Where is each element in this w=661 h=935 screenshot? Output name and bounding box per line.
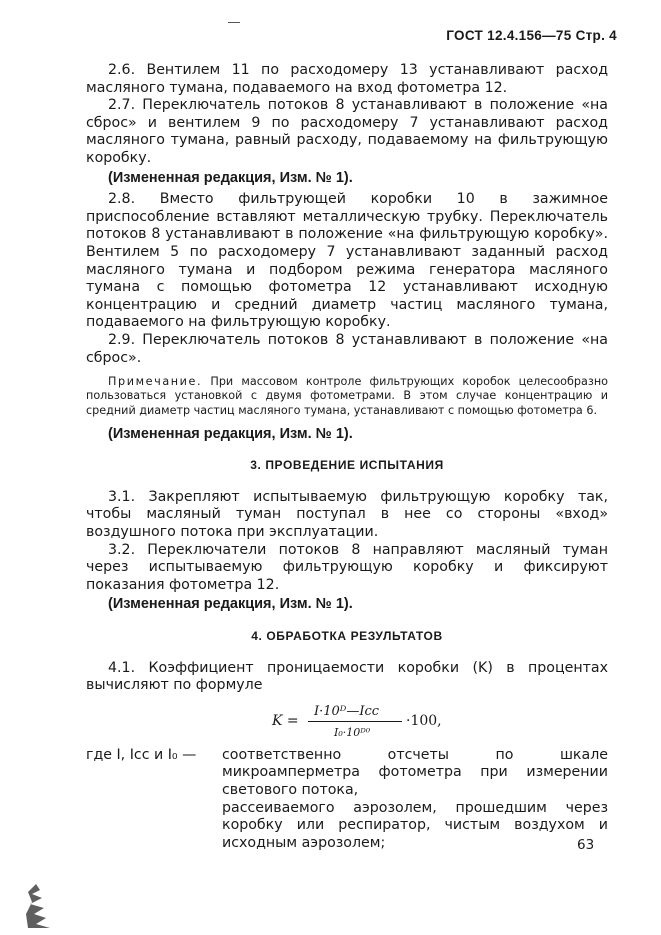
scan-artifact bbox=[26, 884, 56, 928]
paragraph-3-2: 3.2. Переключатели потоков 8 направляют масляный туман через испытываемую фильтрующую коробку и фиксируют показания фотометра 12. bbox=[86, 541, 608, 593]
formula-denominator: I₀·10ᴰ⁰ bbox=[334, 725, 371, 739]
paragraph-2-7: 2.7. Переключатель потоков 8 устанавливают в положение «на сброс» и вентилем 9 по расходомеру 7 устанавливают расход масляного тумана, равный расходу, подаваемому на фильтрующую коробку. bbox=[86, 97, 608, 166]
note-label: Примечание. bbox=[108, 375, 203, 389]
page-header: ГОСТ 12.4.156—75 Стр. 4 bbox=[446, 28, 617, 43]
paragraph-2-6: 2.6. Вентилем 11 по расходомеру 13 устанавливают расход масляного тумана, подаваемого на вход фотометра 12. bbox=[86, 62, 608, 96]
formula-lhs: K = bbox=[272, 712, 299, 729]
where-description bbox=[222, 747, 608, 853]
note-text: При массовом контроле фильтрующих коробок целесообразно пользоваться установкой с двумя фотометрами. В этом случае концентрацию и средний диаметр частиц масляного тумана, устанавливают с помощью фотометра 6. bbox=[86, 375, 608, 417]
formula-numerator: I·10ᴰ—Icc bbox=[314, 703, 380, 719]
paragraph-2-8: 2.8. Вместо фильтрующей коробки 10 в зажимное приспособление вставляют металлическую трубку. Переключатель потоков 8 устанавливают в положение «на фильтрующую коробку». Вентилем 5 по расходомеру 7 устанавливают заданный расход масляного тумана и подбором режима генератора масляного тумана с помощью фотометра 12 устанавливают исходную концентрацию и средний диаметр частиц масляного тумана, подаваемого на фильтрующую коробку. bbox=[86, 191, 608, 331]
fraction-bar bbox=[308, 721, 402, 722]
page-number: 63 bbox=[577, 837, 595, 853]
edit-note: (Измененная редакция, Изм. № 1). bbox=[108, 596, 353, 613]
where-lead: где I, Icc и I₀ — bbox=[86, 746, 197, 763]
where-line: рассеиваемого аэрозолем, прошедшим через коробку или респиратор, чистым воздухом и исходным аэрозолем; bbox=[222, 799, 608, 851]
formula bbox=[86, 701, 608, 745]
paragraph-4-1: 4.1. Коэффициент проницаемости коробки (K) в процентах вычисляют по формуле bbox=[86, 659, 608, 694]
formula-tail: ·100, bbox=[406, 712, 442, 729]
note bbox=[86, 375, 608, 418]
where-line: соответственно отсчеты по шкале микроамперметра фотометра при измерении светового потока, bbox=[222, 746, 608, 799]
header-mark bbox=[228, 22, 240, 23]
paragraph-3-1: 3.1. Закрепляют испытываемую фильтрующую коробку так, чтобы масляный туман поступал в нее со стороны «вход» воздушного потока при эксплуатации. bbox=[86, 488, 608, 541]
section-title: 3. ПРОВЕДЕНИЕ ИСПЫТАНИЯ bbox=[250, 458, 444, 473]
paragraph-2-9: 2.9. Переключатель потоков 8 устанавливают в положение «на сброс». bbox=[86, 331, 608, 366]
section-title: 4. ОБРАБОТКА РЕЗУЛЬТАТОВ bbox=[251, 629, 443, 644]
edit-note: (Измененная редакция, Изм. № 1). bbox=[108, 425, 353, 442]
edit-note: (Измененная редакция, Изм. № 1). bbox=[108, 169, 353, 186]
